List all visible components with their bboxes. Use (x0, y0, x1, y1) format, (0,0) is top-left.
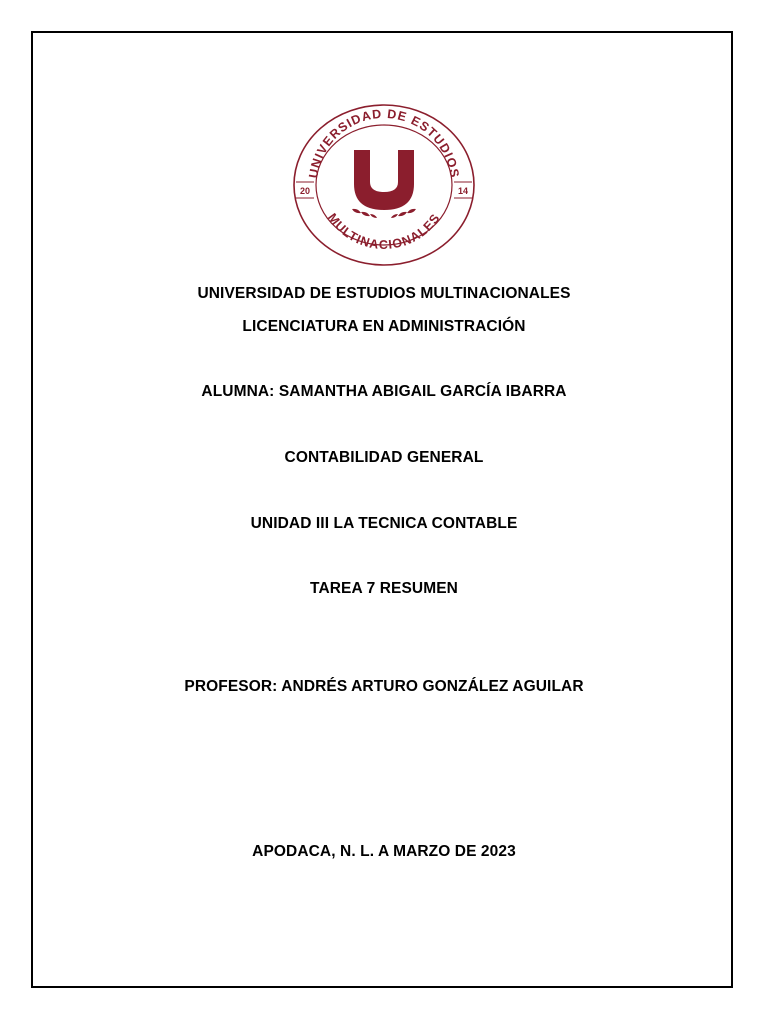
course-name: CONTABILIDAD GENERAL (284, 449, 484, 466)
unit-title: UNIDAD III LA TECNICA CONTABLE (250, 515, 518, 532)
seal-arc-top: UNIVERSIDAD DE ESTUDIOS (306, 106, 462, 180)
u-monogram-icon (354, 150, 414, 210)
seal-arc-bottom: MULTINACIONALES (324, 210, 443, 252)
degree-name: LICENCIATURA EN ADMINISTRACIÓN (242, 318, 526, 335)
seal-year-right: 14 (457, 186, 469, 196)
student-name: ALUMNA: SAMANTHA ABIGAIL GARCÍA IBARRA (201, 383, 567, 400)
seal-year-left: 20 (299, 186, 311, 196)
place-date: APODACA, N. L. A MARZO DE 2023 (252, 843, 516, 860)
professor-name: PROFESOR: ANDRÉS ARTURO GONZÁLEZ AGUILAR (184, 678, 584, 695)
university-seal (290, 102, 478, 268)
laurel-icon (352, 209, 416, 218)
assignment-title: TAREA 7 RESUMEN (310, 580, 458, 597)
university-name: UNIVERSIDAD DE ESTUDIOS MULTINACIONALES (197, 285, 571, 302)
